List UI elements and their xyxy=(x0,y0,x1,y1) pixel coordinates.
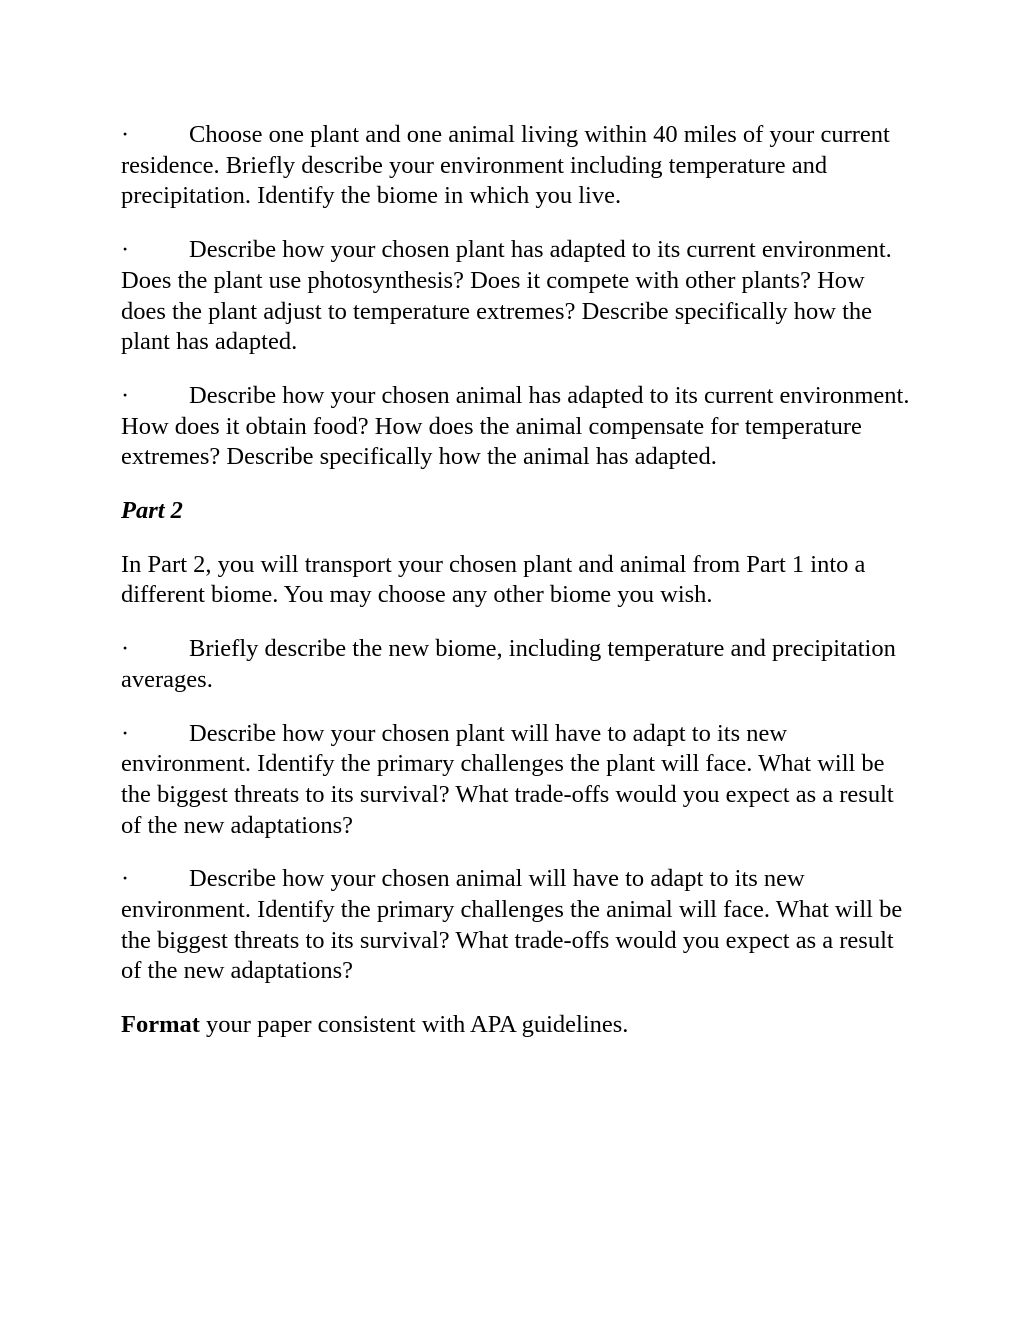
bullet-text: Describe how your chosen plant will have to adapt to its new environment. Identify the primary challenges the plant will face. What will be the biggest threats to its survival? What trade-offs would you expect as a result of the new adaptations? xyxy=(121,719,894,839)
bullet-marker: · xyxy=(121,121,130,148)
bullet-text: Describe how your chosen animal will have to adapt to its new environment. Identify the primary challenges the animal will face. What will be the biggest threats to its survival? What trade-offs would you expect as a result of the new adaptations? xyxy=(121,865,903,985)
format-bold-word: Format xyxy=(121,1011,200,1039)
bullet-animal-new-environment xyxy=(121,864,911,987)
bullet-text: Describe how your chosen plant has adapted to its current environment. Does the plant use photosynthesis? Does it compete with other plants? How does the plant adjust to temperature extremes? Describe specifically how the plant has adapted. xyxy=(121,236,892,356)
bullet-marker: · xyxy=(121,635,130,663)
bullet-marker: · xyxy=(121,236,130,264)
bullet-plant-new-environment xyxy=(121,719,911,842)
bullet-plant-adaptation xyxy=(121,235,911,358)
bullet-new-biome xyxy=(121,634,911,695)
bullet-text: Describe how your chosen animal has adapted to its current environment. How does it obtain food? How does the animal compensate for temperature extremes? Describe specifically how the animal has adapted. xyxy=(121,381,910,471)
bullet-marker: · xyxy=(121,865,130,893)
bullet-choose-plant-animal xyxy=(121,120,911,212)
format-rest: your paper consistent with APA guidelines. xyxy=(199,1011,629,1039)
document-body xyxy=(121,120,911,1064)
part2-heading: Part 2 xyxy=(121,497,183,525)
format-instruction xyxy=(121,1010,911,1041)
bullet-text: Briefly describe the new biome, including temperature and precipitation averages. xyxy=(121,635,896,693)
bullet-marker: · xyxy=(121,381,130,409)
part2-intro: In Part 2, you will transport your chosen plant and animal from Part 1 into a different biome. You may choose any other biome you wish. xyxy=(121,550,866,609)
bullet-marker: · xyxy=(121,719,130,747)
bullet-animal-adaptation xyxy=(121,381,911,473)
bullet-text: Choose one plant and one animal living within 40 miles of your current residence. Briefly describe your environment including temperature and precipitation. Identify the biome in which you live. xyxy=(121,121,890,210)
